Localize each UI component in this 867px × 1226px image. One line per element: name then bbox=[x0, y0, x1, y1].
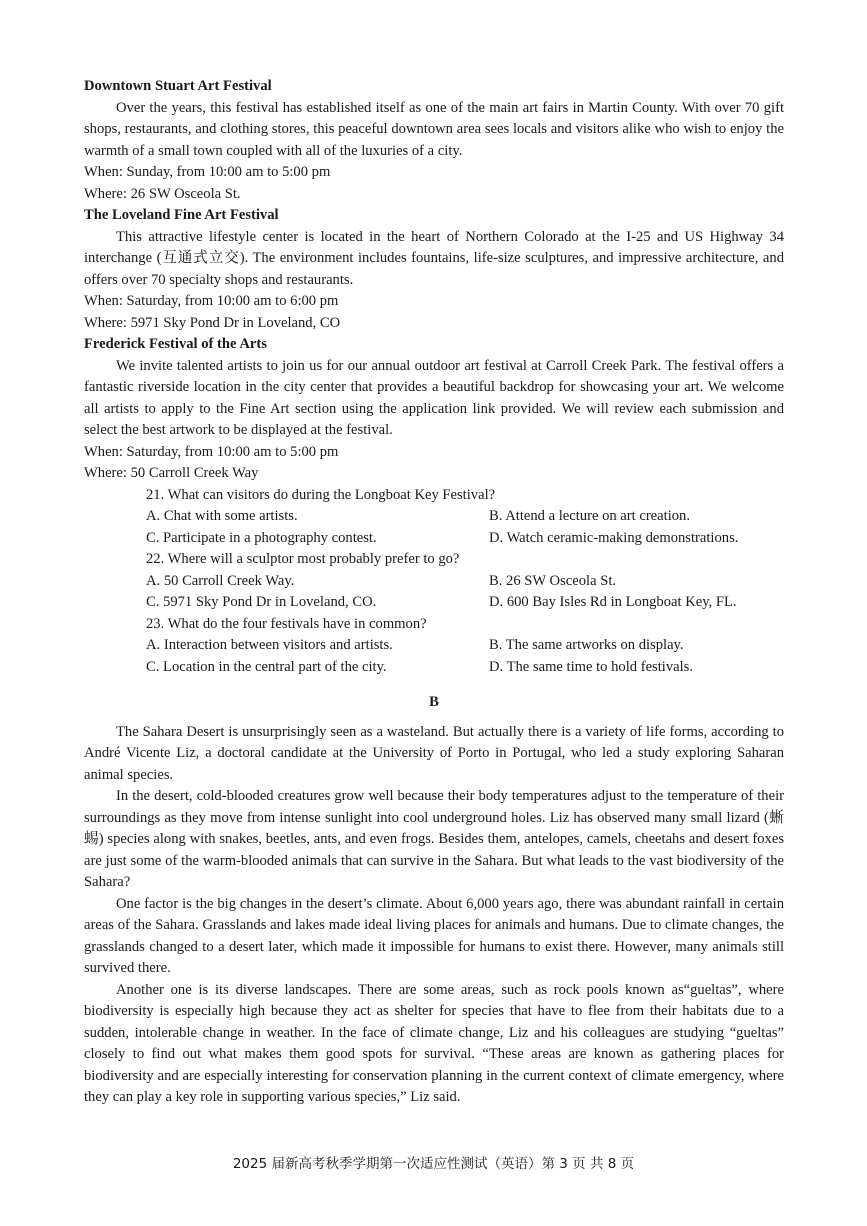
passage-paragraph: Another one is its diverse landscapes. There are some areas, such as rock pools known as“gueltas”, where biodiversity is especially high because they act as shelter for species that have to flee from their habitats due to a sudden, intolerable change in weather. In the face of climate change, Liz and his colleagues are studying “gueltas” closely to find out what makes them good spots for survival. “These areas are known as gathering places for biodiversity and are especially interesting for conservation planning in the current context of climate emergency, where they can play a key role in supporting various species,” Liz said. bbox=[84, 981, 784, 1105]
passage-paragraph: In the desert, cold-blooded creatures grow well because their body temperatures adjust to the temperature of their surroundings as they move from intense sunlight into cool underground holes. Liz has observed many small lizard (蜥蜴) species along with snakes, beetles, ants, and even frogs. Besides them, antelopes, camels, cheetahs and desert foxes are just some of the warm-blooded animals that can survive in the Sahara. But what leads to the vast biodiversity of the Sahara? bbox=[84, 788, 784, 890]
festival-title: The Loveland Fine Art Festival bbox=[84, 207, 279, 223]
option-b: B. Attend a lecture on art creation. bbox=[489, 508, 690, 524]
option-c: C. Location in the central part of the city. bbox=[146, 658, 387, 675]
festival-title: Downtown Stuart Art Festival bbox=[84, 78, 272, 94]
question-stem: 23. What do the four festivals have in common? bbox=[146, 615, 427, 632]
festival-where: Where: 5971 Sky Pond Dr in Loveland, CO bbox=[84, 314, 341, 331]
passage-paragraph: The Sahara Desert is unsurprisingly seen as a wasteland. But actually there is a variety of life forms, according to André Vicente Liz, a doctoral candidate at the University of Porto in Portugal, who led a study exploring Saharan animal species. bbox=[84, 723, 784, 783]
question-23 bbox=[84, 614, 784, 679]
section-b-passage bbox=[84, 722, 784, 1109]
festival-description: Over the years, this festival has established itself as one of the main art fairs in Martin County. With over 70 gift shops, restaurants, and clothing stores, this peaceful downtown area sees locals and visitors alike who wish to enjoy the warmth of a small town coupled with all of the luxuries of a city. bbox=[84, 99, 784, 159]
festival-description: We invite talented artists to join us for our annual outdoor art festival at Carroll Creek Park. The festival offers a fantastic riverside location in the city center that provides a beautiful backdrop for showcasing your art. We welcome all artists to apply to the Fine Art section using the application link provided. We will review each submission and select the best artwork to be displayed at the festival. bbox=[84, 357, 784, 438]
option-d: D. The same time to hold festivals. bbox=[489, 658, 694, 675]
festival-loveland bbox=[84, 205, 784, 334]
question-22 bbox=[84, 549, 784, 614]
festival-when: When: Sunday, from 10:00 am to 5:00 pm bbox=[84, 164, 331, 180]
festival-when: When: Saturday, from 10:00 am to 5:00 pm bbox=[84, 443, 339, 460]
section-b-label: B bbox=[429, 694, 439, 710]
page-footer: 2025 届新高考秋季学期第一次适应性测试（英语）第 3 页 共 8 页 bbox=[232, 1156, 635, 1172]
festival-when: When: Saturday, from 10:00 am to 6:00 pm bbox=[84, 293, 339, 309]
option-b: B. 26 SW Osceola St. bbox=[489, 572, 617, 589]
passage-paragraph: One factor is the big changes in the desert’s climate. About 6,000 years ago, there was abundant rainfall in certain areas of the Sahara. Grasslands and lakes made ideal living places for animals and humans. Due to climate changes, the grasslands changed to a desert later, which made it impossible for humans to exist there. However, many animals still survived there. bbox=[84, 895, 784, 976]
festival-where: Where: 50 Carroll Creek Way bbox=[84, 465, 259, 481]
festival-title: Frederick Festival of the Arts bbox=[84, 336, 267, 352]
festival-where: Where: 26 SW Osceola St. bbox=[84, 185, 241, 202]
question-options bbox=[84, 635, 784, 678]
question-stem: 22. Where will a sculptor most probably prefer to go? bbox=[146, 551, 460, 567]
option-a: A. 50 Carroll Creek Way. bbox=[146, 572, 295, 589]
festival-frederick bbox=[84, 334, 784, 485]
option-d: D. 600 Bay Isles Rd in Longboat Key, FL. bbox=[489, 594, 737, 610]
option-b: B. The same artworks on display. bbox=[489, 637, 684, 653]
option-a: A. Chat with some artists. bbox=[146, 508, 298, 524]
option-c: C. 5971 Sky Pond Dr in Loveland, CO. bbox=[146, 594, 377, 610]
question-21 bbox=[84, 485, 784, 550]
option-a: A. Interaction between visitors and artists. bbox=[146, 637, 393, 653]
option-c: C. Participate in a photography contest. bbox=[146, 529, 377, 546]
festival-downtown-stuart bbox=[84, 76, 784, 205]
exam-page bbox=[84, 76, 784, 1109]
question-stem: 21. What can visitors do during the Longboat Key Festival? bbox=[146, 486, 496, 503]
festival-description: This attractive lifestyle center is located in the heart of Northern Colorado at the I-25 and US Highway 34 interchange (互通式立交). The environment includes fountains, life-size sculptures, and impressive architecture, and offers over 70 specialty shops and restaurants. bbox=[84, 228, 784, 288]
option-d: D. Watch ceramic-making demonstrations. bbox=[489, 529, 739, 546]
question-options bbox=[84, 506, 784, 549]
question-options bbox=[84, 571, 784, 614]
